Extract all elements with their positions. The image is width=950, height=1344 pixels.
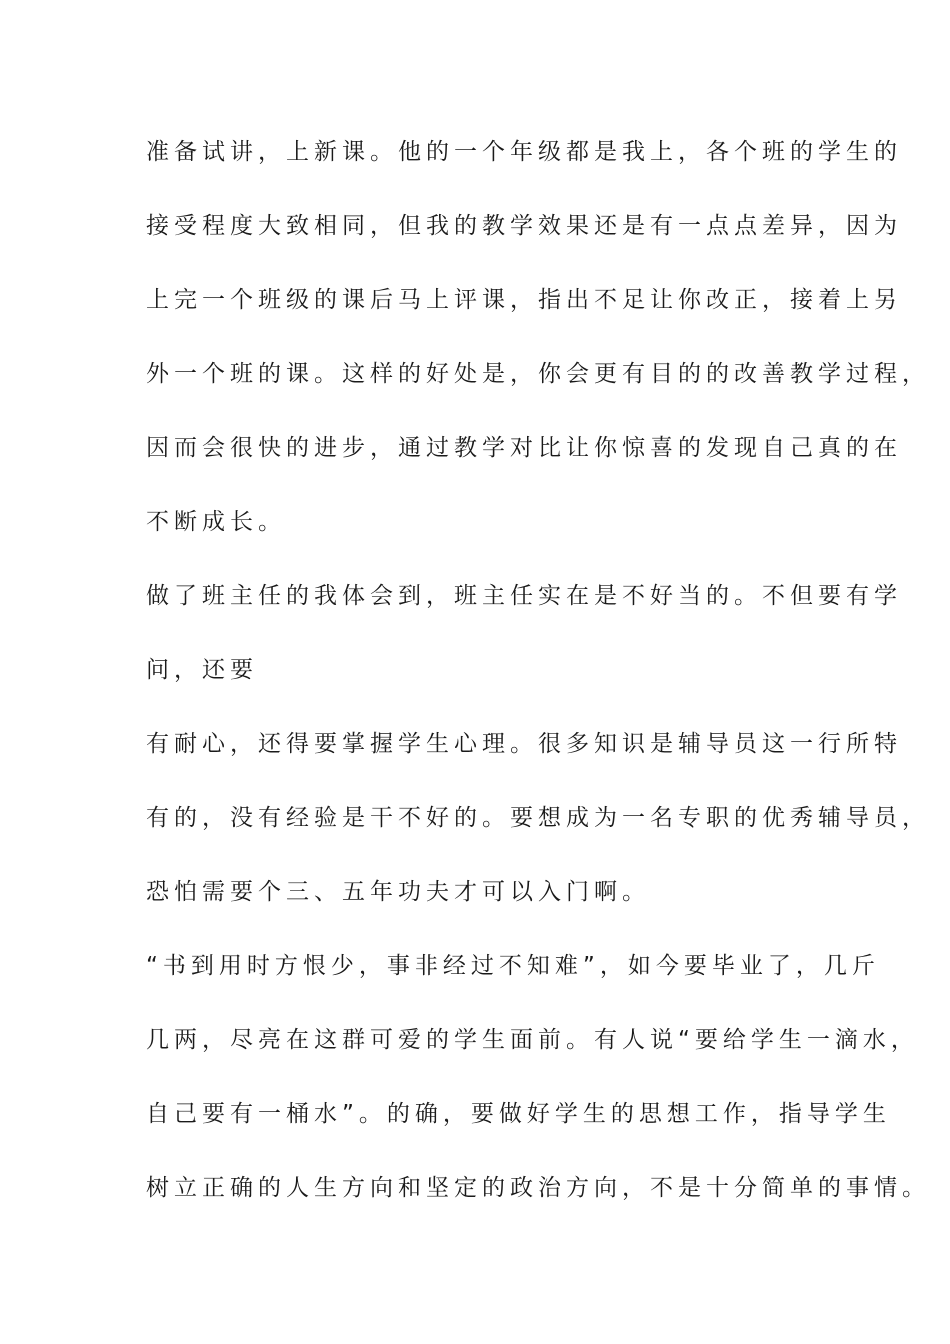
text-line: 几两，尽亮在这群可爱的学生面前。有人说“要给学生一滴水， — [146, 1027, 919, 1053]
text-line: 树立正确的人生方向和坚定的政治方向，不是十分简单的事情。 — [146, 1175, 930, 1201]
body-text — [146, 130, 930, 1240]
text-line: 因而会很快的进步，通过教学对比让你惊喜的发现自己真的在 — [146, 435, 902, 461]
text-line: 准备试讲，上新课。他的一个年级都是我上，各个班的学生的 — [146, 139, 902, 165]
text-line: 有耐心，还得要掌握学生心理。很多知识是辅导员这一行所特 — [146, 731, 902, 757]
text-line: 外一个班的课。这样的好处是，你会更有目的的改善教学过程， — [146, 361, 930, 387]
text-line: 上完一个班级的课后马上评课，指出不足让你改正，接着上另 — [146, 287, 902, 313]
text-line: 做了班主任的我体会到，班主任实在是不好当的。不但要有学 — [146, 583, 902, 609]
text-line: 自己要有一桶水”。的确，要做好学生的思想工作，指导学生 — [146, 1101, 891, 1127]
text-line: 不断成长。 — [146, 509, 286, 535]
text-line: 有的，没有经验是干不好的。要想成为一名专职的优秀辅导员， — [146, 805, 930, 831]
text-line: 问，还要 — [146, 657, 258, 683]
text-line: 接受程度大致相同，但我的教学效果还是有一点点差异，因为 — [146, 213, 902, 239]
text-line: 恐怕需要个三、五年功夫才可以入门啊。 — [146, 879, 650, 905]
text-line: “书到用时方恨少，事非经过不知难”，如今要毕业了，几斤 — [146, 953, 880, 979]
